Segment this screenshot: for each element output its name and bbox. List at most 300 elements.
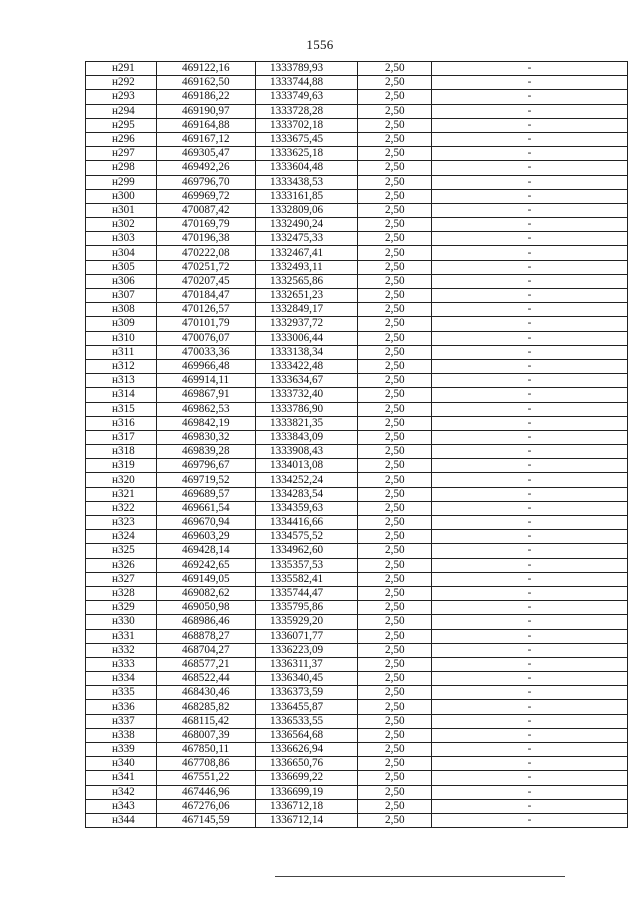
note-cell: - [432, 317, 628, 331]
y-coordinate-cell: 1336340,45 [256, 672, 358, 686]
accuracy-cell: 2,50 [358, 516, 432, 530]
accuracy-cell: 2,50 [358, 274, 432, 288]
y-coordinate-cell: 1333625,18 [256, 147, 358, 161]
table-row [86, 643, 628, 657]
y-coordinate-cell: 1336699,22 [256, 771, 358, 785]
note-cell: - [432, 345, 628, 359]
x-coordinate-cell: 469842,19 [157, 416, 256, 430]
point-id-cell: н326 [86, 558, 157, 572]
x-coordinate-cell: 469082,62 [157, 586, 256, 600]
note-cell: - [432, 700, 628, 714]
table-row [86, 317, 628, 331]
accuracy-cell: 2,50 [358, 785, 432, 799]
accuracy-cell: 2,50 [358, 601, 432, 615]
y-coordinate-cell: 1333821,35 [256, 416, 358, 430]
x-coordinate-cell: 470196,38 [157, 232, 256, 246]
note-cell: - [432, 757, 628, 771]
note-cell: - [432, 657, 628, 671]
point-id-cell: н304 [86, 246, 157, 260]
y-coordinate-cell: 1336699,19 [256, 785, 358, 799]
point-id-cell: н296 [86, 132, 157, 146]
y-coordinate-cell: 1336533,55 [256, 714, 358, 728]
point-id-cell: н318 [86, 445, 157, 459]
point-id-cell: н307 [86, 289, 157, 303]
y-coordinate-cell: 1334013,08 [256, 459, 358, 473]
point-id-cell: н323 [86, 516, 157, 530]
y-coordinate-cell: 1334359,63 [256, 501, 358, 515]
y-coordinate-cell: 1333702,18 [256, 118, 358, 132]
table-row [86, 657, 628, 671]
accuracy-cell: 2,50 [358, 189, 432, 203]
point-id-cell: н292 [86, 76, 157, 90]
y-coordinate-cell: 1333744,88 [256, 76, 358, 90]
table-row [86, 743, 628, 757]
y-coordinate-cell: 1332937,72 [256, 317, 358, 331]
accuracy-cell: 2,50 [358, 218, 432, 232]
note-cell: - [432, 459, 628, 473]
note-cell: - [432, 799, 628, 813]
x-coordinate-cell: 469149,05 [157, 572, 256, 586]
x-coordinate-cell: 467850,11 [157, 743, 256, 757]
accuracy-cell: 2,50 [358, 714, 432, 728]
x-coordinate-cell: 467551,22 [157, 771, 256, 785]
y-coordinate-cell: 1333634,67 [256, 374, 358, 388]
point-id-cell: н305 [86, 260, 157, 274]
point-id-cell: н309 [86, 317, 157, 331]
x-coordinate-cell: 469242,65 [157, 558, 256, 572]
table-row [86, 672, 628, 686]
x-coordinate-cell: 467145,59 [157, 813, 256, 827]
table-row [86, 402, 628, 416]
y-coordinate-cell: 1333161,85 [256, 189, 358, 203]
coordinates-table-body [86, 62, 628, 828]
note-cell: - [432, 743, 628, 757]
note-cell: - [432, 445, 628, 459]
point-id-cell: н320 [86, 473, 157, 487]
table-row [86, 473, 628, 487]
x-coordinate-cell: 469830,32 [157, 430, 256, 444]
note-cell: - [432, 189, 628, 203]
x-coordinate-cell: 469670,94 [157, 516, 256, 530]
x-coordinate-cell: 469796,70 [157, 175, 256, 189]
table-row [86, 62, 628, 76]
table-row [86, 289, 628, 303]
y-coordinate-cell: 1334252,24 [256, 473, 358, 487]
point-id-cell: н332 [86, 643, 157, 657]
x-coordinate-cell: 469162,50 [157, 76, 256, 90]
point-id-cell: н315 [86, 402, 157, 416]
x-coordinate-cell: 469914,11 [157, 374, 256, 388]
accuracy-cell: 2,50 [358, 317, 432, 331]
y-coordinate-cell: 1335582,41 [256, 572, 358, 586]
x-coordinate-cell: 469689,57 [157, 487, 256, 501]
accuracy-cell: 2,50 [358, 147, 432, 161]
table-row [86, 700, 628, 714]
accuracy-cell: 2,50 [358, 203, 432, 217]
table-row [86, 274, 628, 288]
accuracy-cell: 2,50 [358, 657, 432, 671]
y-coordinate-cell: 1332651,23 [256, 289, 358, 303]
table-row [86, 147, 628, 161]
y-coordinate-cell: 1335795,86 [256, 601, 358, 615]
note-cell: - [432, 62, 628, 76]
note-cell: - [432, 430, 628, 444]
note-cell: - [432, 118, 628, 132]
y-coordinate-cell: 1336626,94 [256, 743, 358, 757]
x-coordinate-cell: 470169,79 [157, 218, 256, 232]
x-coordinate-cell: 468878,27 [157, 629, 256, 643]
note-cell: - [432, 147, 628, 161]
y-coordinate-cell: 1333789,93 [256, 62, 358, 76]
note-cell: - [432, 175, 628, 189]
note-cell: - [432, 601, 628, 615]
footer-rule [275, 876, 565, 877]
y-coordinate-cell: 1334416,66 [256, 516, 358, 530]
accuracy-cell: 2,50 [358, 813, 432, 827]
point-id-cell: н333 [86, 657, 157, 671]
point-id-cell: н342 [86, 785, 157, 799]
y-coordinate-cell: 1336373,59 [256, 686, 358, 700]
x-coordinate-cell: 470033,36 [157, 345, 256, 359]
table-row [86, 331, 628, 345]
y-coordinate-cell: 1336564,68 [256, 728, 358, 742]
x-coordinate-cell: 469862,53 [157, 402, 256, 416]
note-cell: - [432, 771, 628, 785]
x-coordinate-cell: 470101,79 [157, 317, 256, 331]
y-coordinate-cell: 1336223,09 [256, 643, 358, 657]
point-id-cell: н314 [86, 388, 157, 402]
accuracy-cell: 2,50 [358, 104, 432, 118]
x-coordinate-cell: 467708,86 [157, 757, 256, 771]
note-cell: - [432, 416, 628, 430]
x-coordinate-cell: 469796,67 [157, 459, 256, 473]
x-coordinate-cell: 468704,27 [157, 643, 256, 657]
table-row [86, 558, 628, 572]
table-row [86, 572, 628, 586]
point-id-cell: н329 [86, 601, 157, 615]
x-coordinate-cell: 469966,48 [157, 359, 256, 373]
x-coordinate-cell: 469122,16 [157, 62, 256, 76]
x-coordinate-cell: 469719,52 [157, 473, 256, 487]
x-coordinate-cell: 469867,91 [157, 388, 256, 402]
accuracy-cell: 2,50 [358, 246, 432, 260]
y-coordinate-cell: 1336455,87 [256, 700, 358, 714]
point-id-cell: н294 [86, 104, 157, 118]
table-row [86, 516, 628, 530]
accuracy-cell: 2,50 [358, 558, 432, 572]
table-row [86, 189, 628, 203]
table-row [86, 813, 628, 827]
point-id-cell: н338 [86, 728, 157, 742]
x-coordinate-cell: 468115,42 [157, 714, 256, 728]
accuracy-cell: 2,50 [358, 799, 432, 813]
y-coordinate-cell: 1333843,09 [256, 430, 358, 444]
note-cell: - [432, 161, 628, 175]
note-cell: - [432, 501, 628, 515]
x-coordinate-cell: 469603,29 [157, 530, 256, 544]
point-id-cell: н324 [86, 530, 157, 544]
accuracy-cell: 2,50 [358, 459, 432, 473]
accuracy-cell: 2,50 [358, 700, 432, 714]
y-coordinate-cell: 1333728,28 [256, 104, 358, 118]
note-cell: - [432, 473, 628, 487]
table-row [86, 388, 628, 402]
x-coordinate-cell: 469661,54 [157, 501, 256, 515]
note-cell: - [432, 629, 628, 643]
x-coordinate-cell: 470222,08 [157, 246, 256, 260]
accuracy-cell: 2,50 [358, 388, 432, 402]
y-coordinate-cell: 1335744,47 [256, 586, 358, 600]
x-coordinate-cell: 470207,45 [157, 274, 256, 288]
point-id-cell: н295 [86, 118, 157, 132]
accuracy-cell: 2,50 [358, 374, 432, 388]
table-row [86, 544, 628, 558]
table-row [86, 601, 628, 615]
point-id-cell: н340 [86, 757, 157, 771]
table-row [86, 430, 628, 444]
accuracy-cell: 2,50 [358, 445, 432, 459]
accuracy-cell: 2,50 [358, 672, 432, 686]
point-id-cell: н298 [86, 161, 157, 175]
table-row [86, 359, 628, 373]
y-coordinate-cell: 1334283,54 [256, 487, 358, 501]
table-row [86, 459, 628, 473]
note-cell: - [432, 813, 628, 827]
y-coordinate-cell: 1333138,34 [256, 345, 358, 359]
y-coordinate-cell: 1333438,53 [256, 175, 358, 189]
x-coordinate-cell: 469167,12 [157, 132, 256, 146]
point-id-cell: н311 [86, 345, 157, 359]
note-cell: - [432, 132, 628, 146]
accuracy-cell: 2,50 [358, 615, 432, 629]
note-cell: - [432, 487, 628, 501]
accuracy-cell: 2,50 [358, 416, 432, 430]
table-row [86, 132, 628, 146]
point-id-cell: н291 [86, 62, 157, 76]
note-cell: - [432, 516, 628, 530]
note-cell: - [432, 558, 628, 572]
table-row [86, 118, 628, 132]
point-id-cell: н328 [86, 586, 157, 600]
point-id-cell: н325 [86, 544, 157, 558]
table-row [86, 799, 628, 813]
x-coordinate-cell: 467446,96 [157, 785, 256, 799]
note-cell: - [432, 672, 628, 686]
table-row [86, 374, 628, 388]
point-id-cell: н299 [86, 175, 157, 189]
note-cell: - [432, 76, 628, 90]
table-row [86, 629, 628, 643]
note-cell: - [432, 544, 628, 558]
accuracy-cell: 2,50 [358, 728, 432, 742]
y-coordinate-cell: 1332493,11 [256, 260, 358, 274]
table-row [86, 445, 628, 459]
y-coordinate-cell: 1333749,63 [256, 90, 358, 104]
table-row [86, 203, 628, 217]
point-id-cell: н322 [86, 501, 157, 515]
note-cell: - [432, 303, 628, 317]
table-row [86, 586, 628, 600]
point-id-cell: н300 [86, 189, 157, 203]
accuracy-cell: 2,50 [358, 90, 432, 104]
accuracy-cell: 2,50 [358, 530, 432, 544]
accuracy-cell: 2,50 [358, 487, 432, 501]
note-cell: - [432, 246, 628, 260]
point-id-cell: н316 [86, 416, 157, 430]
y-coordinate-cell: 1333604,48 [256, 161, 358, 175]
y-coordinate-cell: 1332490,24 [256, 218, 358, 232]
note-cell: - [432, 402, 628, 416]
table-row [86, 260, 628, 274]
table-row [86, 615, 628, 629]
accuracy-cell: 2,50 [358, 260, 432, 274]
y-coordinate-cell: 1333732,40 [256, 388, 358, 402]
accuracy-cell: 2,50 [358, 402, 432, 416]
point-id-cell: н331 [86, 629, 157, 643]
accuracy-cell: 2,50 [358, 345, 432, 359]
note-cell: - [432, 104, 628, 118]
y-coordinate-cell: 1334575,52 [256, 530, 358, 544]
accuracy-cell: 2,50 [358, 430, 432, 444]
x-coordinate-cell: 470126,57 [157, 303, 256, 317]
point-id-cell: н302 [86, 218, 157, 232]
accuracy-cell: 2,50 [358, 359, 432, 373]
table-row [86, 487, 628, 501]
note-cell: - [432, 728, 628, 742]
point-id-cell: н303 [86, 232, 157, 246]
accuracy-cell: 2,50 [358, 757, 432, 771]
accuracy-cell: 2,50 [358, 743, 432, 757]
page-number: 1556 [306, 37, 334, 52]
x-coordinate-cell: 469428,14 [157, 544, 256, 558]
table-row [86, 175, 628, 189]
accuracy-cell: 2,50 [358, 62, 432, 76]
point-id-cell: н337 [86, 714, 157, 728]
table-row [86, 345, 628, 359]
accuracy-cell: 2,50 [358, 303, 432, 317]
y-coordinate-cell: 1332565,86 [256, 274, 358, 288]
note-cell: - [432, 359, 628, 373]
y-coordinate-cell: 1332475,33 [256, 232, 358, 246]
accuracy-cell: 2,50 [358, 473, 432, 487]
y-coordinate-cell: 1332809,06 [256, 203, 358, 217]
y-coordinate-cell: 1336712,14 [256, 813, 358, 827]
x-coordinate-cell: 468986,46 [157, 615, 256, 629]
note-cell: - [432, 615, 628, 629]
y-coordinate-cell: 1335357,53 [256, 558, 358, 572]
table-row [86, 161, 628, 175]
note-cell: - [432, 260, 628, 274]
table-row [86, 728, 628, 742]
y-coordinate-cell: 1336071,77 [256, 629, 358, 643]
point-id-cell: н317 [86, 430, 157, 444]
table-row [86, 714, 628, 728]
point-id-cell: н301 [86, 203, 157, 217]
y-coordinate-cell: 1333675,45 [256, 132, 358, 146]
point-id-cell: н335 [86, 686, 157, 700]
point-id-cell: н321 [86, 487, 157, 501]
table-row [86, 501, 628, 515]
accuracy-cell: 2,50 [358, 501, 432, 515]
x-coordinate-cell: 469190,97 [157, 104, 256, 118]
y-coordinate-cell: 1336712,18 [256, 799, 358, 813]
accuracy-cell: 2,50 [358, 232, 432, 246]
y-coordinate-cell: 1336650,76 [256, 757, 358, 771]
point-id-cell: н336 [86, 700, 157, 714]
table-row [86, 757, 628, 771]
y-coordinate-cell: 1333422,48 [256, 359, 358, 373]
x-coordinate-cell: 469164,88 [157, 118, 256, 132]
x-coordinate-cell: 468285,82 [157, 700, 256, 714]
point-id-cell: н327 [86, 572, 157, 586]
accuracy-cell: 2,50 [358, 544, 432, 558]
accuracy-cell: 2,50 [358, 643, 432, 657]
point-id-cell: н293 [86, 90, 157, 104]
point-id-cell: н306 [86, 274, 157, 288]
point-id-cell: н308 [86, 303, 157, 317]
note-cell: - [432, 331, 628, 345]
y-coordinate-cell: 1336311,37 [256, 657, 358, 671]
x-coordinate-cell: 468522,44 [157, 672, 256, 686]
note-cell: - [432, 374, 628, 388]
accuracy-cell: 2,50 [358, 331, 432, 345]
point-id-cell: н341 [86, 771, 157, 785]
table-row [86, 416, 628, 430]
note-cell: - [432, 714, 628, 728]
note-cell: - [432, 572, 628, 586]
table-row [86, 686, 628, 700]
accuracy-cell: 2,50 [358, 161, 432, 175]
x-coordinate-cell: 468430,46 [157, 686, 256, 700]
note-cell: - [432, 643, 628, 657]
note-cell: - [432, 232, 628, 246]
table-row [86, 232, 628, 246]
x-coordinate-cell: 470076,07 [157, 331, 256, 345]
note-cell: - [432, 274, 628, 288]
y-coordinate-cell: 1335929,20 [256, 615, 358, 629]
table-row [86, 785, 628, 799]
note-cell: - [432, 289, 628, 303]
point-id-cell: н343 [86, 799, 157, 813]
table-row [86, 303, 628, 317]
point-id-cell: н319 [86, 459, 157, 473]
note-cell: - [432, 586, 628, 600]
y-coordinate-cell: 1333006,44 [256, 331, 358, 345]
accuracy-cell: 2,50 [358, 629, 432, 643]
y-coordinate-cell: 1334962,60 [256, 544, 358, 558]
x-coordinate-cell: 468007,39 [157, 728, 256, 742]
table-row [86, 104, 628, 118]
note-cell: - [432, 90, 628, 104]
accuracy-cell: 2,50 [358, 586, 432, 600]
note-cell: - [432, 218, 628, 232]
x-coordinate-cell: 469305,47 [157, 147, 256, 161]
point-id-cell: н313 [86, 374, 157, 388]
note-cell: - [432, 203, 628, 217]
y-coordinate-cell: 1333908,43 [256, 445, 358, 459]
y-coordinate-cell: 1332467,41 [256, 246, 358, 260]
accuracy-cell: 2,50 [358, 289, 432, 303]
table-row [86, 218, 628, 232]
point-id-cell: н339 [86, 743, 157, 757]
table-row [86, 771, 628, 785]
note-cell: - [432, 785, 628, 799]
y-coordinate-cell: 1332849,17 [256, 303, 358, 317]
x-coordinate-cell: 470184,47 [157, 289, 256, 303]
table-row [86, 246, 628, 260]
x-coordinate-cell: 469839,28 [157, 445, 256, 459]
table-row [86, 90, 628, 104]
